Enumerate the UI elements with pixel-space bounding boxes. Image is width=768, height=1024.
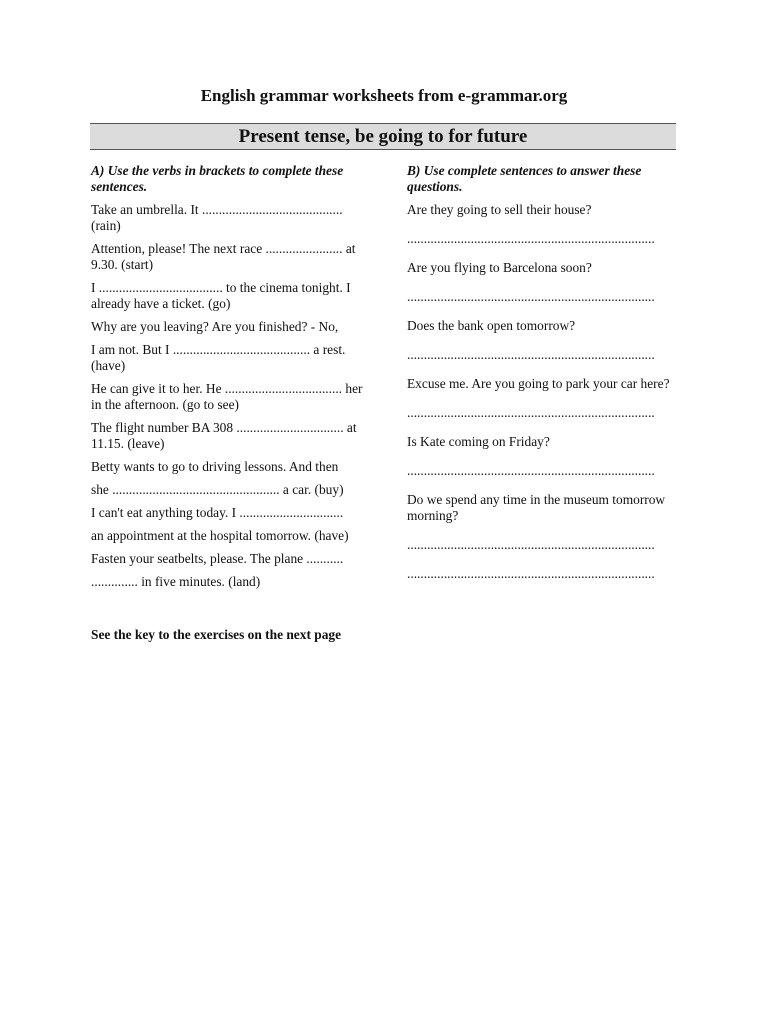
exercise-item: Betty wants to go to driving lessons. And then [91,459,339,474]
exercise-item: Fasten your seatbelts, please. The plane ........... [91,551,344,566]
answer-line: .......................................................................... [407,289,655,304]
worksheet-title: Present tense, be going to for future [90,123,676,150]
exercise-item: The flight number BA 308 ................................ at 11.15. (leave) [91,420,357,451]
exercise-item: I am not. But I ......................................... a rest. (have) [91,342,346,373]
answer-line: .......................................................................... [407,231,655,246]
question-item: Do we spend any time in the museum tomorrow morning? [407,492,666,523]
question-item: Excuse me. Are you going to park your car here? [407,376,670,391]
exercise-item: Why are you leaving? Are you finished? - No, [91,319,339,334]
site-header: English grammar worksheets from e-grammar.org [200,86,568,105]
section-a [91,163,363,597]
section-a-heading: A) Use the verbs in brackets to complete these sentences. [91,163,344,194]
exercise-item: I ..................................... to the cinema tonight. I already have a ticket. (go) [91,280,351,311]
answer-line: .......................................................................... [407,537,655,552]
exercise-item: .............. in five minutes. (land) [91,574,261,589]
section-b [407,163,679,595]
exercise-item: she .................................................. a car. (buy) [91,482,344,497]
exercise-item: an appointment at the hospital tomorrow. (have) [91,528,349,543]
question-item: Are you flying to Barcelona soon? [407,260,592,275]
question-item: Is Kate coming on Friday? [407,434,550,449]
answer-line: .......................................................................... [407,463,655,478]
question-item: Are they going to sell their house? [407,202,592,217]
question-item: Does the bank open tomorrow? [407,318,576,333]
exercise-item: Take an umbrella. It .......................................... (rain) [91,202,343,233]
section-b-heading: B) Use complete sentences to answer these questions. [407,163,642,194]
answer-key-note: See the key to the exercises on the next page [91,627,342,642]
answer-line: .......................................................................... [407,347,655,362]
exercise-item: Attention, please! The next race ....................... at 9.30. (start) [91,241,356,272]
answer-line: .......................................................................... [407,405,655,420]
exercise-item: I can't eat anything today. I ............................... [91,505,344,520]
exercise-item: He can give it to her. He ................................... her in the afternoon. (go to see) [91,381,363,412]
answer-line-extra: .......................................................................... [407,566,655,581]
